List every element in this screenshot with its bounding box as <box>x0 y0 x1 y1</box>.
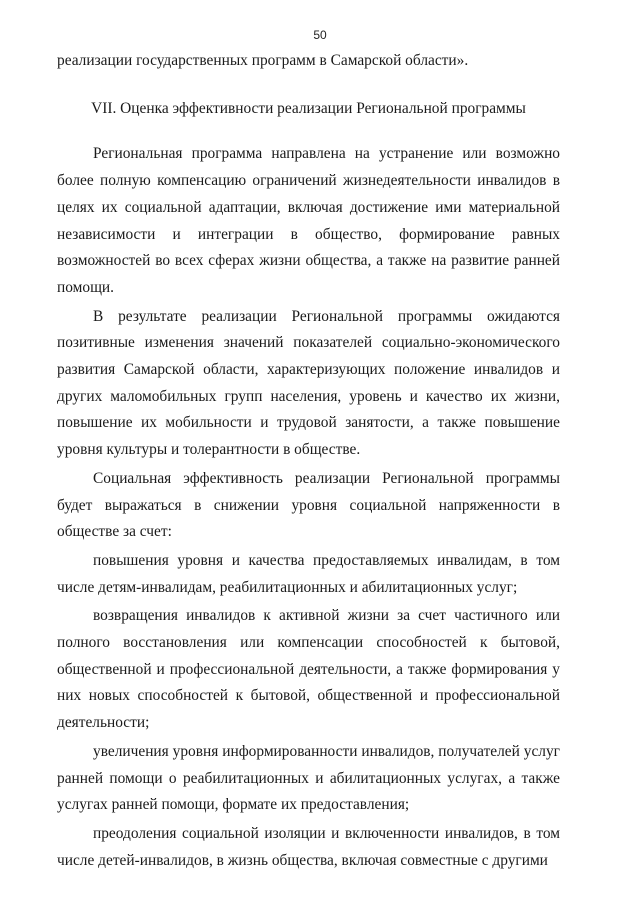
document-body <box>57 48 560 874</box>
paragraph-program-goal: Региональная программа направлена на устранение или возможно более полную компенсацию ограничений жизнедеятельности инвалидов в целях их социальной адаптации, включая достижение ими материальной независимости и интеграции в общество, формирование равных возможностей во всех сферах жизни общества, а также на развитие ранней помощи. <box>57 145 560 296</box>
paragraph-social-effectiveness: Социальная эффективность реализации Региональной программы будет выражаться в снижении уровня социальной напряженности в обществе за счет: <box>57 469 560 541</box>
section-heading: VII. Оценка эффективности реализации Региональной программы <box>91 99 526 117</box>
paragraph-expected-results: В результате реализации Региональной программы ожидаются позитивные изменения значений показателей социально-экономического развития Самарской области, характеризующих положение инвалидов и других маломобильных групп населения, уровень и качество их жизни, повышение их мобильности и трудовой занятости, а также повышение уровня культуры и толерантности в обществе. <box>57 307 560 459</box>
list-item-awareness: увеличения уровня информированности инвалидов, получателей услуг ранней помощи о реабилитационных и абилитационных услугах, а также услугах ранней помощи, формате их предоставления; <box>57 742 560 814</box>
intro-line: реализации государственных программ в Самарской области». <box>57 52 469 69</box>
list-item-social-isolation: преодоления социальной изоляции и включенности инвалидов, в том числе детей-инвалидов, в жизнь общества, включая совместные с другими <box>57 824 560 869</box>
list-item-service-quality: повышения уровня и качества предоставляемых инвалидам, в том числе детям-инвалидам, реабилитационных и абилитационных услуг; <box>57 551 560 596</box>
page-number: 50 <box>313 28 327 42</box>
list-item-return-to-active-life: возвращения инвалидов к активной жизни за счет частичного или полного восстановления или компенсации способностей к бытовой, общественной и профессиональной деятельности, а также формирования у них новых способностей к бытовой, общественной и профессиональной деятельности; <box>57 607 560 732</box>
